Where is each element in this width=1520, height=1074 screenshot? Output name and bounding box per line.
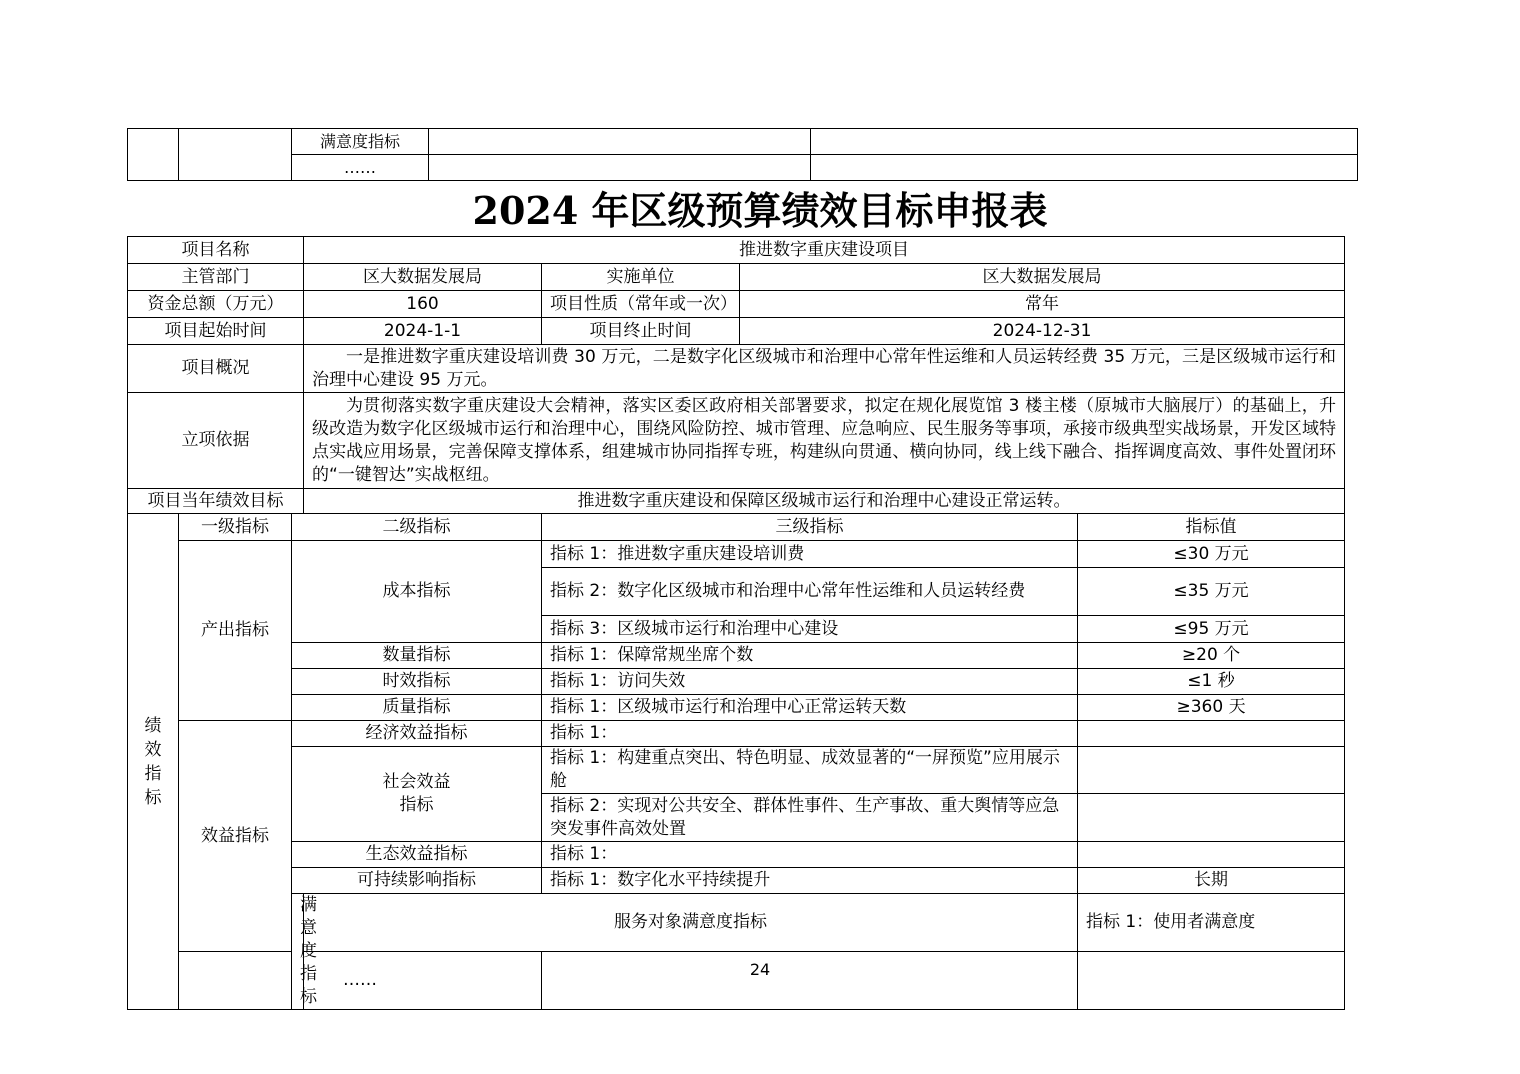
sustain-indicators-label: 可持续影响指标 [292, 868, 542, 894]
impl-value: 区大数据发展局 [740, 264, 1345, 291]
prev-empty-cell [179, 129, 292, 181]
cost-indicator-value: ≤35 万元 [1078, 568, 1345, 616]
service-satisfaction-text: 指标 1：使用者满意度 [1078, 894, 1345, 952]
fund-label: 资金总额（万元） [128, 291, 304, 318]
eco-indicator-value [1078, 842, 1345, 868]
social-indicator-text: 指标 1：构建重点突出、特色明显、成效显著的“一屏预览”应用展示舱 [542, 747, 1078, 794]
sustain-indicator-value: 长期 [1078, 868, 1345, 894]
prev-satisfaction-label: 满意度指标 [292, 129, 429, 155]
prev-ellipsis: …… [292, 155, 429, 181]
impl-label: 实施单位 [542, 264, 740, 291]
start-time-value: 2024-1-1 [304, 318, 542, 345]
economic-indicators-label: 经济效益指标 [292, 721, 542, 747]
cost-indicator-text: 指标 2：数字化区级城市和治理中心常年性运维和人员运转经费 [542, 568, 1078, 616]
quantity-indicator-text: 指标 1：保障常规坐席个数 [542, 643, 1078, 669]
quality-indicator-text: 指标 1：区级城市运行和治理中心正常运转天数 [542, 695, 1078, 721]
header-value: 指标值 [1078, 514, 1345, 541]
social-indicators-label: 社会效益 指标 [292, 747, 542, 842]
header-level3: 三级指标 [542, 514, 1078, 541]
cost-indicators-label: 成本指标 [292, 541, 542, 643]
cost-indicator-text: 指标 3：区级城市运行和治理中心建设 [542, 616, 1078, 643]
annual-goal-label: 项目当年绩效目标 [128, 489, 304, 514]
prev-empty-cell [429, 129, 811, 155]
ellipsis-cell: …… [179, 952, 542, 1010]
social-indicator-value [1078, 794, 1345, 842]
cost-indicator-value: ≤95 万元 [1078, 616, 1345, 643]
timeliness-indicator-value: ≤1 秒 [1078, 669, 1345, 695]
eco-indicators-label: 生态效益指标 [292, 842, 542, 868]
social-indicator-text: 指标 2：实现对公共安全、群体性事件、生产事故、重大舆情等应急突发事件高效处置 [542, 794, 1078, 842]
sustain-indicator-text: 指标 1：数字化水平持续提升 [542, 868, 1078, 894]
page-number: 24 [749, 960, 771, 979]
annual-goal-text: 推进数字重庆建设和保障区级城市运行和治理中心建设正常运转。 [304, 489, 1345, 514]
timeliness-indicator-text: 指标 1：访问失效 [542, 669, 1078, 695]
overview-text: 一是推进数字重庆建设培训费 30 万元，二是数字化区级城市和治理中心常年性运维和人员运转经费 35 万元，三是区级城市运行和治理中心建设 95 万元。 [304, 345, 1345, 393]
header-level2: 二级指标 [292, 514, 542, 541]
prev-empty-cell [128, 129, 179, 181]
cost-indicator-text: 指标 1：推进数字重庆建设培训费 [542, 541, 1078, 568]
quality-indicator-value: ≥360 天 [1078, 695, 1345, 721]
basis-text: 为贯彻落实数字重庆建设大会精神，落实区委区政府相关部署要求，拟定在规化展览馆 3 楼主楼（原城市大脑展厅）的基础上，升级改造为数字化区级城市运行和治理中心，围绕风险防控、城市管理、应急响应、民生服务等事项，承接市级典型实战场景，开发区域特点实战应用场景，完善保障支撑体系，组建城市协同指挥专班，构建纵向贯通、横向协同，线上线下融合、指挥调度高效、事件处置闭环的“一键智达”实战枢纽。 [304, 393, 1345, 489]
start-time-label: 项目起始时间 [128, 318, 304, 345]
prev-empty-cell [429, 155, 811, 181]
prev-empty-cell [811, 155, 1358, 181]
economic-indicator-value [1078, 721, 1345, 747]
performance-indicators-label: 绩 效 指 标 [128, 514, 179, 1010]
prev-empty-cell [811, 129, 1358, 155]
quantity-indicators-label: 数量指标 [292, 643, 542, 669]
header-level1: 一级指标 [179, 514, 292, 541]
dept-label: 主管部门 [128, 264, 304, 291]
dept-value: 区大数据发展局 [304, 264, 542, 291]
timeliness-indicators-label: 时效指标 [292, 669, 542, 695]
cost-indicator-value: ≤30 万元 [1078, 541, 1345, 568]
satisfaction-indicators-label: 满意度指标 [292, 894, 304, 1010]
output-indicators-label: 产出指标 [179, 541, 292, 721]
project-name-label: 项目名称 [128, 237, 304, 264]
quantity-indicator-value: ≥20 个 [1078, 643, 1345, 669]
project-name-value: 推进数字重庆建设项目 [304, 237, 1345, 264]
quality-indicators-label: 质量指标 [292, 695, 542, 721]
fund-value: 160 [304, 291, 542, 318]
basis-label: 立项依据 [128, 393, 304, 489]
performance-target-table [127, 236, 1345, 1010]
benefit-indicators-label: 效益指标 [179, 721, 292, 952]
economic-indicator-text: 指标 1： [542, 721, 1078, 747]
end-time-value: 2024-12-31 [740, 318, 1345, 345]
document-title: 2024 年区级预算绩效目标申报表 [472, 188, 1048, 233]
end-time-label: 项目终止时间 [542, 318, 740, 345]
eco-indicator-text: 指标 1： [542, 842, 1078, 868]
nature-label: 项目性质（常年或一次） [542, 291, 740, 318]
nature-value: 常年 [740, 291, 1345, 318]
social-indicator-value [1078, 747, 1345, 794]
previous-page-table [127, 128, 1358, 181]
service-satisfaction-label: 服务对象满意度指标 [304, 894, 1078, 952]
overview-label: 项目概况 [128, 345, 304, 393]
